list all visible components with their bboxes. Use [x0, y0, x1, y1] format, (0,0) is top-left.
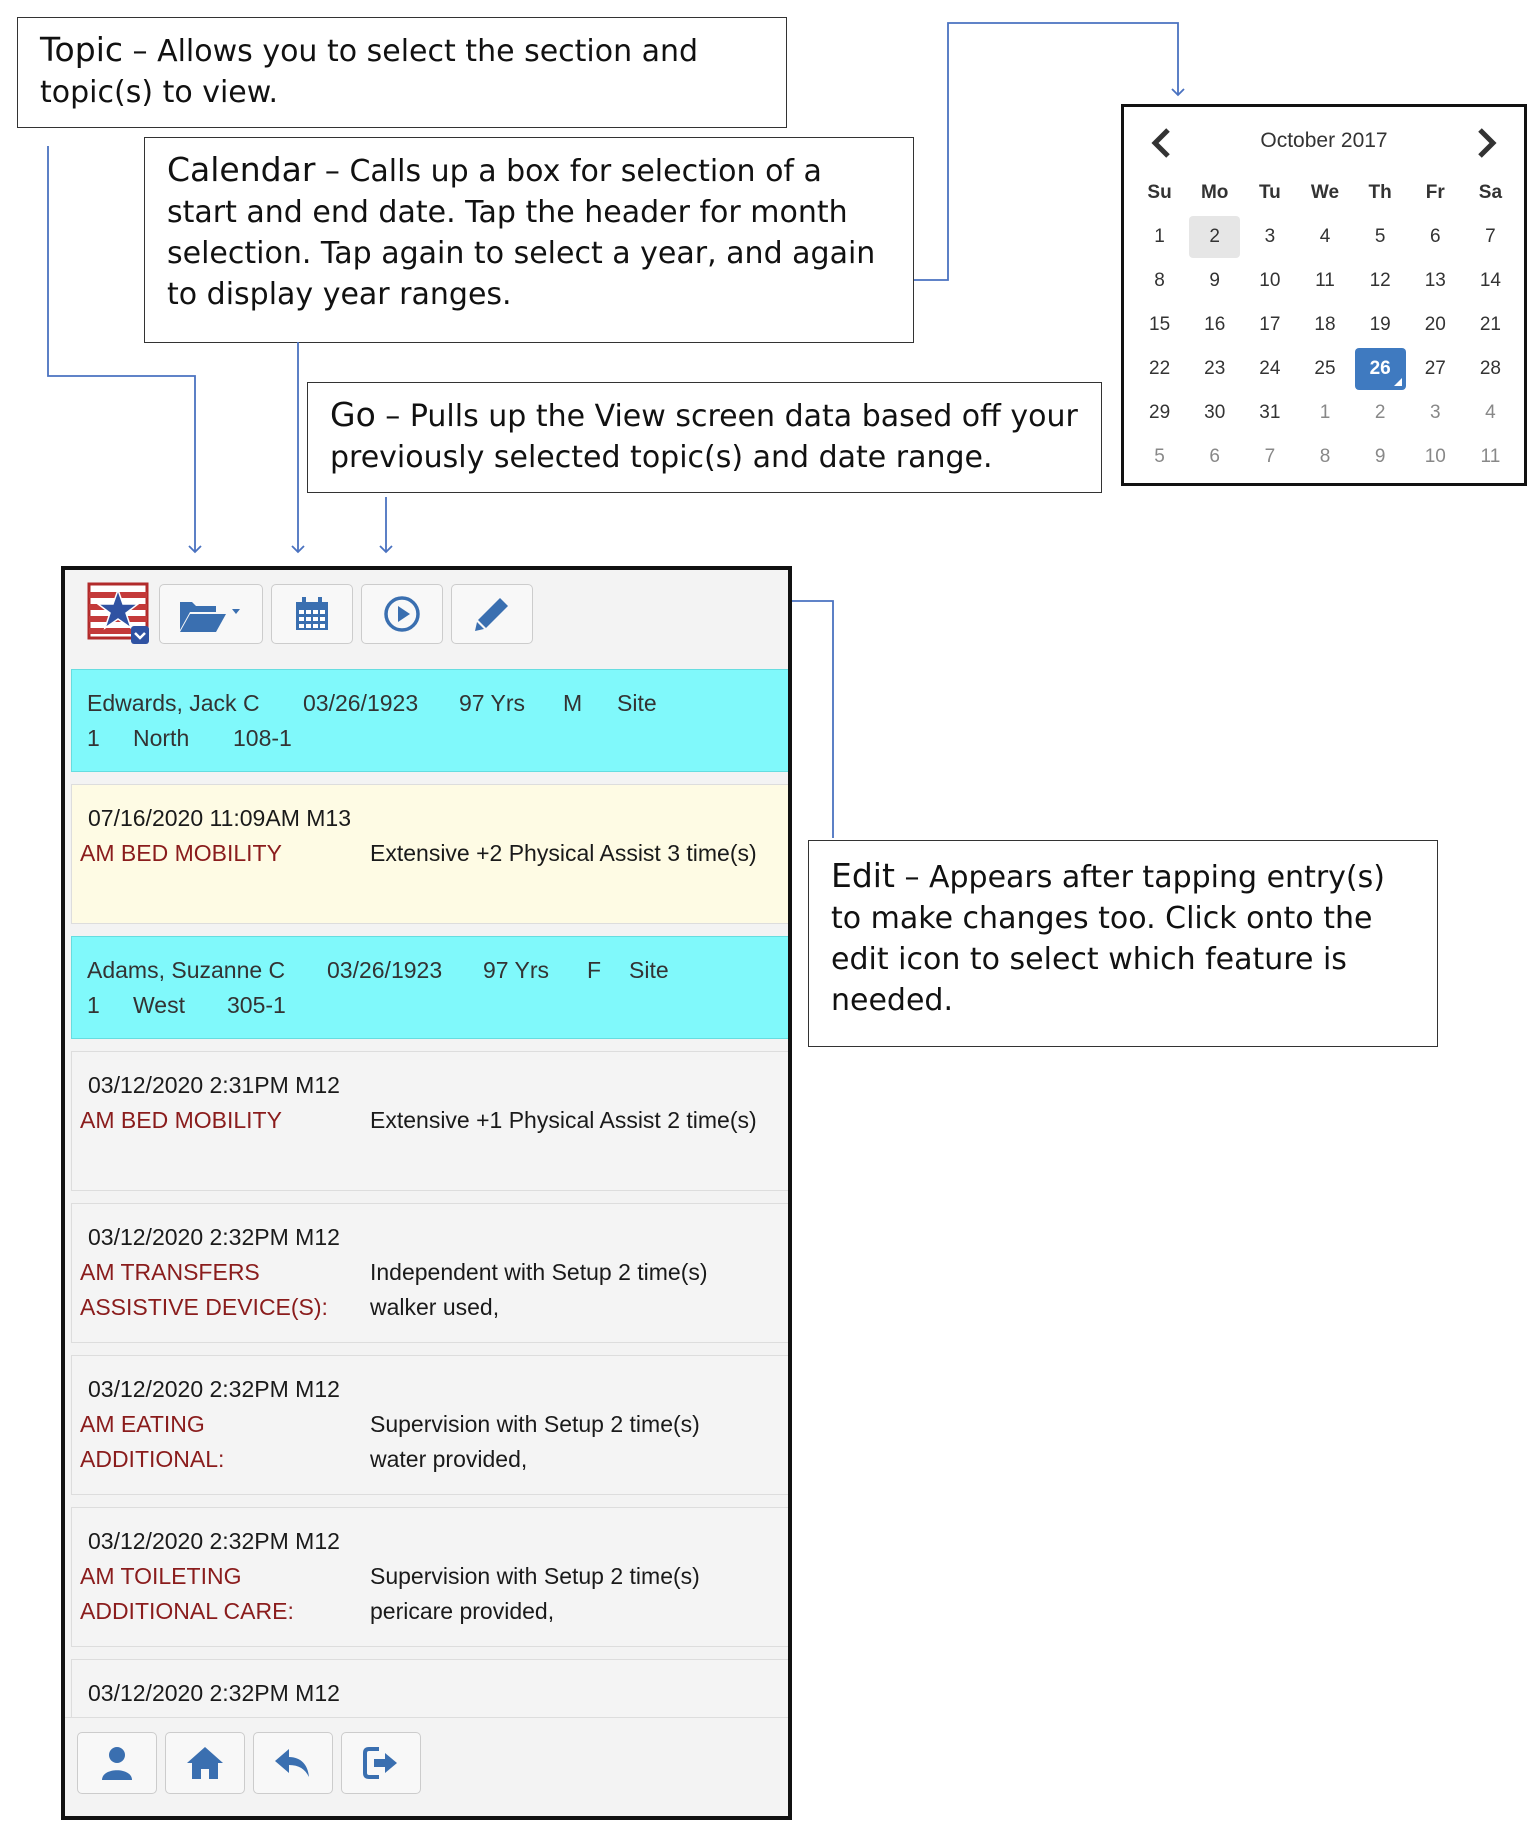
edit-callout-term: Edit — [831, 856, 895, 895]
user-icon — [97, 1743, 137, 1783]
calendar-day[interactable]: 2 — [1374, 402, 1386, 423]
calendar-day[interactable]: 4 — [1319, 226, 1331, 247]
patient-unit: North — [133, 725, 190, 751]
entry-timestamp: 03/12/2020 2:32PM M12 — [88, 1376, 340, 1402]
patient-room: 305-1 — [227, 992, 286, 1018]
flag-logo-icon — [87, 582, 151, 646]
patient-dob: 03/26/1923 — [303, 690, 419, 716]
reply-icon — [273, 1743, 313, 1783]
patient-name: Edwards, Jack C — [87, 690, 260, 716]
patient-name: Adams, Suzanne C — [87, 957, 286, 983]
patient-site: Site — [629, 957, 669, 983]
patient-sex: M — [563, 690, 583, 716]
patient-line-2 — [87, 721, 773, 756]
calendar-day[interactable]: 17 — [1259, 314, 1281, 335]
calendar-day[interactable]: 9 — [1209, 270, 1220, 291]
entry-value: pericare provided, — [370, 1598, 555, 1624]
patient-line-1 — [87, 686, 773, 721]
entry-row — [80, 1255, 774, 1290]
entry-value: Extensive +1 Physical Assist 2 time(s) — [370, 1107, 757, 1133]
calendar-day[interactable]: 26 — [1355, 348, 1406, 390]
pencil-icon — [472, 594, 512, 634]
calendar-icon — [292, 594, 332, 634]
list-item[interactable] — [71, 1203, 789, 1343]
topic-callout — [17, 17, 787, 128]
patient-line-1 — [87, 953, 773, 988]
entry-row — [80, 1559, 774, 1594]
entry-row — [80, 1594, 774, 1629]
entry-row — [80, 836, 774, 871]
calendar-callout-term: Calendar — [167, 150, 316, 189]
patient-age: 97 Yrs — [483, 957, 550, 983]
calendar-day[interactable]: 14 — [1479, 270, 1501, 291]
calendar-day[interactable]: 8 — [1154, 270, 1165, 291]
calendar-day[interactable]: 25 — [1314, 358, 1336, 379]
calendar-week-row — [1132, 391, 1518, 435]
entry-list[interactable] — [71, 669, 789, 1723]
calendar-day[interactable]: 15 — [1149, 314, 1171, 335]
calendar-grid — [1132, 171, 1518, 479]
entry-label: AM TOILETING — [80, 1563, 242, 1589]
calendar-callout — [144, 137, 914, 343]
calendar-day[interactable]: 10 — [1259, 270, 1281, 291]
calendar-weekday: Tu — [1258, 182, 1281, 203]
list-item[interactable] — [71, 784, 789, 924]
entry-label: AM EATING — [80, 1411, 205, 1437]
patient-dob: 03/26/1923 — [327, 957, 443, 983]
calendar-callout-text: – Calls up a box for selection of a start and end date. Tap the header for month selection. Tap again to select a year, and again to display year ranges. — [167, 154, 876, 312]
entry-label: ADDITIONAL CARE: — [80, 1598, 294, 1624]
patient-floor: 1 — [87, 725, 100, 751]
entry-value: Supervision with Setup 2 time(s) — [370, 1563, 700, 1589]
entry-row — [80, 1407, 774, 1442]
calendar-week-row — [1132, 259, 1518, 303]
sign-out-icon — [361, 1743, 401, 1783]
entry-timestamp: 03/12/2020 2:31PM M12 — [88, 1072, 340, 1098]
calendar-day[interactable]: 20 — [1424, 314, 1446, 335]
logout-button[interactable] — [341, 1732, 421, 1794]
calendar-day[interactable]: 19 — [1369, 314, 1391, 335]
patient-room: 108-1 — [233, 725, 292, 751]
entry-timestamp: 03/12/2020 2:32PM M12 — [88, 1680, 340, 1706]
calendar-weekday-row — [1132, 171, 1518, 215]
calendar-day[interactable]: 16 — [1204, 314, 1226, 335]
calendar-weekday: We — [1310, 182, 1340, 203]
entry-row — [80, 1290, 774, 1325]
calendar-day[interactable]: 8 — [1319, 446, 1331, 467]
entry-timestamp: 03/12/2020 2:32PM M12 — [88, 1224, 340, 1250]
app-screen — [61, 566, 792, 1820]
calendar-day[interactable]: 28 — [1479, 358, 1501, 379]
calendar-header — [1124, 121, 1524, 171]
go-button[interactable] — [361, 584, 443, 644]
go-callout-text: – Pulls up the View screen data based off your previously selected topic(s) and date range. — [330, 399, 1078, 475]
calendar-day[interactable]: 10 — [1424, 446, 1446, 467]
profile-button[interactable] — [77, 1732, 157, 1794]
topic-callout-term: Topic — [40, 30, 123, 69]
list-item[interactable] — [71, 1659, 789, 1723]
calendar-day[interactable]: 1 — [1154, 226, 1165, 247]
calendar-week-row — [1132, 215, 1518, 259]
logo-menu-button[interactable] — [87, 582, 151, 646]
entry-value: Extensive +2 Physical Assist 3 time(s) — [370, 840, 757, 866]
patient-header-edwards[interactable] — [71, 669, 789, 772]
list-item[interactable] — [71, 1507, 789, 1647]
calendar-day[interactable]: 6 — [1209, 446, 1220, 467]
calendar-week-row — [1132, 435, 1518, 479]
calendar-day[interactable]: 7 — [1264, 446, 1276, 467]
list-item[interactable] — [71, 1051, 789, 1191]
entry-row — [80, 1103, 774, 1138]
topic-button[interactable] — [159, 584, 263, 644]
go-callout — [307, 382, 1102, 493]
calendar-day[interactable]: 12 — [1369, 270, 1391, 291]
calendar-day[interactable]: 6 — [1429, 226, 1441, 247]
entry-label: ASSISTIVE DEVICE(S): — [80, 1294, 328, 1320]
calendar-day[interactable]: 7 — [1485, 226, 1496, 247]
date-picker-popup — [1121, 104, 1527, 486]
calendar-weekday: Fr — [1425, 182, 1445, 203]
calendar-day[interactable]: 27 — [1424, 358, 1446, 379]
calendar-day[interactable]: 22 — [1149, 358, 1171, 379]
play-circle-icon — [382, 594, 422, 634]
bottom-toolbar — [65, 1717, 788, 1816]
chevron-right-icon[interactable] — [1472, 125, 1502, 161]
topic-callout-text: – Allows you to select the section and topic(s) to view. — [40, 34, 699, 110]
home-button[interactable] — [165, 1732, 245, 1794]
calendar-day[interactable]: 4 — [1485, 402, 1496, 423]
calendar-day[interactable]: 24 — [1259, 358, 1281, 379]
entry-row — [80, 1442, 774, 1477]
patient-header-adams[interactable] — [71, 936, 789, 1039]
calendar-day[interactable]: 30 — [1204, 402, 1226, 423]
patient-unit: West — [133, 992, 185, 1018]
edit-button[interactable] — [451, 584, 533, 644]
patient-sex: F — [587, 957, 602, 983]
back-button[interactable] — [253, 1732, 333, 1794]
calendar-weekday: Sa — [1478, 182, 1503, 203]
calendar-day[interactable]: 2 — [1189, 216, 1240, 258]
calendar-day[interactable]: 3 — [1264, 226, 1276, 247]
calendar-day[interactable]: 5 — [1374, 226, 1386, 247]
folder-open-icon — [176, 594, 246, 634]
patient-age: 97 Yrs — [459, 690, 526, 716]
entry-value: water provided, — [370, 1446, 528, 1472]
entry-label: AM BED MOBILITY — [80, 840, 282, 866]
calendar-day[interactable]: 29 — [1149, 402, 1171, 423]
calendar-day[interactable]: 11 — [1480, 446, 1501, 467]
home-icon — [185, 1743, 225, 1783]
calendar-day[interactable]: 3 — [1429, 402, 1441, 423]
edit-callout-text: – Appears after tapping entry(s) to make changes too. Click onto the edit icon to select which feature is needed. — [831, 860, 1385, 1018]
calendar-button[interactable] — [271, 584, 353, 644]
edit-callout — [808, 840, 1438, 1047]
entry-timestamp: 07/16/2020 11:09AM M13 — [88, 805, 351, 831]
entry-label: AM BED MOBILITY — [80, 1107, 282, 1133]
patient-site: Site — [617, 690, 657, 716]
list-item[interactable] — [71, 1355, 789, 1495]
calendar-day[interactable]: 5 — [1154, 446, 1165, 467]
patient-floor: 1 — [87, 992, 100, 1018]
entry-value: Supervision with Setup 2 time(s) — [370, 1411, 700, 1437]
entry-label: AM TRANSFERS — [80, 1259, 260, 1285]
entry-value: walker used, — [370, 1294, 500, 1320]
go-callout-term: Go — [330, 395, 376, 434]
entry-value: Independent with Setup 2 time(s) — [370, 1259, 708, 1285]
calendar-day[interactable]: 11 — [1315, 270, 1335, 291]
patient-line-2 — [87, 988, 773, 1023]
calendar-weekday: Su — [1147, 182, 1172, 203]
calendar-weekday: Mo — [1200, 182, 1229, 203]
top-toolbar — [65, 570, 788, 666]
entry-label: ADDITIONAL: — [80, 1446, 225, 1472]
calendar-day[interactable]: 31 — [1259, 402, 1281, 423]
entry-timestamp: 03/12/2020 2:32PM M12 — [88, 1528, 340, 1554]
calendar-week-row — [1132, 303, 1518, 347]
calendar-day[interactable]: 1 — [1319, 402, 1331, 423]
calendar-day[interactable]: 21 — [1479, 314, 1501, 335]
calendar-day[interactable]: 23 — [1204, 358, 1226, 379]
calendar-day[interactable]: 9 — [1374, 446, 1386, 467]
calendar-day[interactable]: 18 — [1314, 314, 1336, 335]
calendar-day[interactable]: 13 — [1424, 270, 1446, 291]
calendar-week-row — [1132, 347, 1518, 391]
calendar-month-title[interactable]: October 2017 — [1260, 129, 1388, 152]
calendar-weekday: Th — [1368, 182, 1392, 203]
